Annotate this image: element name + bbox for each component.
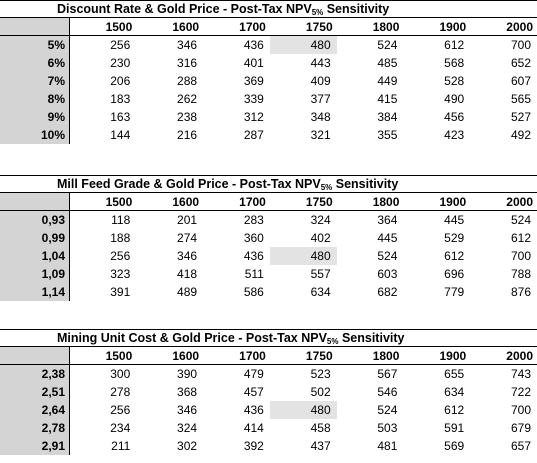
value-cell: 524 xyxy=(377,38,398,52)
value-cell: 527 xyxy=(510,110,531,124)
table-title-suffix: Sensitivity xyxy=(338,331,405,345)
row-label: 1,14 xyxy=(0,283,70,301)
column-header: 1500 xyxy=(70,193,137,211)
value-cell: 414 xyxy=(243,421,264,435)
value-cell: 418 xyxy=(177,267,198,281)
value-cell: 274 xyxy=(177,231,198,245)
value-cell: 634 xyxy=(310,285,331,299)
table-row xyxy=(0,383,537,401)
table-title-suffix: Sensitivity xyxy=(332,177,399,191)
column-header: 1600 xyxy=(136,347,203,365)
value-cell: 612 xyxy=(444,249,465,263)
value-cell: 118 xyxy=(111,213,131,227)
value-cell: 492 xyxy=(510,128,531,142)
value-cell: 490 xyxy=(444,92,465,106)
table-row xyxy=(0,229,537,247)
discount-rate-sensitivity-table xyxy=(0,0,537,144)
value-cell: 528 xyxy=(444,74,465,88)
row-label: 9% xyxy=(0,108,70,126)
value-cell: 743 xyxy=(510,367,531,381)
value-cell: 234 xyxy=(110,421,131,435)
mill-feed-grade-sensitivity-table xyxy=(0,175,537,301)
value-cell: 436 xyxy=(243,38,264,52)
column-header: 1700 xyxy=(203,193,270,211)
column-header: 1700 xyxy=(203,347,270,365)
value-cell: 206 xyxy=(110,74,131,88)
value-cell: 369 xyxy=(243,74,264,88)
value-cell: 700 xyxy=(510,403,531,417)
column-header: 1600 xyxy=(136,18,203,36)
column-header: 2000 xyxy=(470,18,537,36)
value-cell: 216 xyxy=(177,128,198,142)
value-cell: 524 xyxy=(510,213,531,227)
value-cell: 436 xyxy=(243,249,264,263)
table-row xyxy=(0,36,537,55)
value-cell: 238 xyxy=(177,110,198,124)
sensitivity-grid xyxy=(0,193,537,301)
header-row xyxy=(0,347,537,365)
value-cell: 391 xyxy=(110,285,131,299)
table-row xyxy=(0,419,537,437)
table-row xyxy=(0,247,537,265)
value-cell: 456 xyxy=(444,110,465,124)
value-cell: 682 xyxy=(377,285,398,299)
value-cell: 324 xyxy=(310,213,331,227)
column-header: 1800 xyxy=(337,347,404,365)
row-label: 8% xyxy=(0,90,70,108)
value-cell: 339 xyxy=(243,92,264,106)
value-cell: 230 xyxy=(110,56,131,70)
value-cell: 401 xyxy=(243,56,264,70)
value-cell: 529 xyxy=(444,231,465,245)
row-label: 0,93 xyxy=(0,211,70,230)
value-cell: 256 xyxy=(110,38,131,52)
column-header: 1900 xyxy=(403,347,470,365)
value-cell: 569 xyxy=(444,439,465,453)
value-cell: 788 xyxy=(510,267,531,281)
value-cell: 355 xyxy=(377,128,398,142)
value-cell: 346 xyxy=(177,38,198,52)
table-title-text: Discount Rate & Gold Price - Post-Tax NPV xyxy=(57,2,312,16)
value-cell: 346 xyxy=(177,403,198,417)
sensitivity-grid xyxy=(0,347,537,455)
value-cell: 524 xyxy=(377,249,398,263)
table-row xyxy=(0,437,537,455)
value-cell: 392 xyxy=(243,439,264,453)
row-label: 2,78 xyxy=(0,419,70,437)
table-title-suffix: Sensitivity xyxy=(323,2,390,16)
value-cell: 652 xyxy=(510,56,531,70)
value-cell: 348 xyxy=(310,110,331,124)
row-label: 10% xyxy=(0,126,70,144)
row-label: 2,38 xyxy=(0,365,70,384)
value-cell: 302 xyxy=(177,439,198,453)
table-title-subscript: 5% xyxy=(326,337,339,346)
column-header: 1900 xyxy=(403,18,470,36)
value-cell: 437 xyxy=(310,439,331,453)
column-header: 1500 xyxy=(70,347,137,365)
value-cell: 445 xyxy=(377,231,398,245)
value-cell: 402 xyxy=(310,231,331,245)
value-cell: 377 xyxy=(310,92,331,106)
value-cell: 700 xyxy=(510,249,531,263)
row-label: 1,09 xyxy=(0,265,70,283)
value-cell: 390 xyxy=(177,367,198,381)
value-cell: 323 xyxy=(110,267,131,281)
value-cell: 346 xyxy=(177,249,198,263)
header-row xyxy=(0,193,537,211)
value-cell: 360 xyxy=(243,231,264,245)
value-cell: 479 xyxy=(243,367,264,381)
column-header: 1500 xyxy=(70,18,137,36)
row-label: 5% xyxy=(0,36,70,55)
value-cell: 423 xyxy=(444,128,465,142)
value-cell: 480 xyxy=(270,36,337,55)
value-cell: 364 xyxy=(377,213,398,227)
value-cell: 568 xyxy=(444,56,465,70)
corner-cell xyxy=(0,18,70,36)
mining-unit-cost-sensitivity-table xyxy=(0,329,537,455)
value-cell: 523 xyxy=(310,367,331,381)
value-cell: 607 xyxy=(510,74,531,88)
row-label: 6% xyxy=(0,54,70,72)
value-cell: 262 xyxy=(177,92,198,106)
column-header: 1700 xyxy=(203,18,270,36)
value-cell: 655 xyxy=(444,367,465,381)
value-cell: 502 xyxy=(310,385,331,399)
row-label: 2,51 xyxy=(0,383,70,401)
table-row xyxy=(0,211,537,230)
table-row xyxy=(0,401,537,419)
sensitivity-grid xyxy=(0,18,537,144)
row-label: 2,91 xyxy=(0,437,70,455)
value-cell: 480 xyxy=(270,401,337,419)
value-cell: 163 xyxy=(110,110,131,124)
value-cell: 324 xyxy=(177,421,198,435)
table-row xyxy=(0,54,537,72)
value-cell: 657 xyxy=(510,439,531,453)
header-row xyxy=(0,18,537,36)
value-cell: 321 xyxy=(310,128,331,142)
value-cell: 278 xyxy=(110,385,131,399)
value-cell: 183 xyxy=(110,92,131,106)
table-title xyxy=(0,1,537,18)
value-cell: 144 xyxy=(110,128,131,142)
table-title-subscript: 5% xyxy=(320,183,333,192)
table-row xyxy=(0,72,537,90)
table-row xyxy=(0,365,537,384)
value-cell: 634 xyxy=(444,385,465,399)
value-cell: 503 xyxy=(377,421,398,435)
value-cell: 557 xyxy=(310,267,331,281)
table-title-text: Mining Unit Cost & Gold Price - Post-Tax NPV xyxy=(57,331,327,345)
value-cell: 436 xyxy=(243,403,264,417)
value-cell: 485 xyxy=(377,56,398,70)
value-cell: 449 xyxy=(377,74,398,88)
column-header: 2000 xyxy=(470,193,537,211)
value-cell: 565 xyxy=(510,92,531,106)
value-cell: 409 xyxy=(310,74,331,88)
value-cell: 481 xyxy=(377,439,398,453)
column-header: 1800 xyxy=(337,18,404,36)
value-cell: 312 xyxy=(243,110,264,124)
value-cell: 612 xyxy=(444,403,465,417)
value-cell: 700 xyxy=(510,38,531,52)
table-row xyxy=(0,126,537,144)
value-cell: 779 xyxy=(444,285,465,299)
value-cell: 287 xyxy=(243,128,264,142)
value-cell: 612 xyxy=(444,38,465,52)
value-cell: 316 xyxy=(177,56,198,70)
value-cell: 368 xyxy=(177,385,198,399)
column-header: 1750 xyxy=(270,347,337,365)
column-header: 1750 xyxy=(270,18,337,36)
value-cell: 489 xyxy=(177,285,198,299)
value-cell: 443 xyxy=(310,56,331,70)
value-cell: 288 xyxy=(177,74,198,88)
table-title-text: Mill Feed Grade & Gold Price - Post-Tax NPV xyxy=(57,177,321,191)
value-cell: 722 xyxy=(510,385,531,399)
value-cell: 201 xyxy=(177,213,198,227)
value-cell: 256 xyxy=(110,403,131,417)
value-cell: 480 xyxy=(270,247,337,265)
table-row xyxy=(0,108,537,126)
table-title xyxy=(0,330,537,347)
value-cell: 300 xyxy=(110,367,131,381)
value-cell: 876 xyxy=(510,285,531,299)
value-cell: 567 xyxy=(377,367,398,381)
table-title xyxy=(0,176,537,193)
value-cell: 188 xyxy=(110,231,131,245)
value-cell: 384 xyxy=(377,110,398,124)
row-label: 7% xyxy=(0,72,70,90)
table-row xyxy=(0,90,537,108)
corner-cell xyxy=(0,347,70,365)
column-header: 1800 xyxy=(337,193,404,211)
value-cell: 256 xyxy=(110,249,131,263)
value-cell: 586 xyxy=(243,285,264,299)
value-cell: 612 xyxy=(510,231,531,245)
table-title-subscript: 5% xyxy=(311,8,324,17)
column-header: 1900 xyxy=(403,193,470,211)
table-row xyxy=(0,283,537,301)
value-cell: 696 xyxy=(444,267,465,281)
row-label: 0,99 xyxy=(0,229,70,247)
row-label: 2,64 xyxy=(0,401,70,419)
column-header: 2000 xyxy=(470,347,537,365)
value-cell: 679 xyxy=(510,421,531,435)
value-cell: 458 xyxy=(310,421,331,435)
value-cell: 546 xyxy=(377,385,398,399)
value-cell: 283 xyxy=(243,213,264,227)
column-header: 1750 xyxy=(270,193,337,211)
value-cell: 603 xyxy=(377,267,398,281)
value-cell: 511 xyxy=(244,267,264,281)
value-cell: 445 xyxy=(444,213,465,227)
value-cell: 415 xyxy=(377,92,398,106)
value-cell: 211 xyxy=(111,439,131,453)
corner-cell xyxy=(0,193,70,211)
value-cell: 457 xyxy=(243,385,264,399)
table-row xyxy=(0,265,537,283)
column-header: 1600 xyxy=(136,193,203,211)
value-cell: 524 xyxy=(377,403,398,417)
row-label: 1,04 xyxy=(0,247,70,265)
value-cell: 591 xyxy=(444,421,465,435)
